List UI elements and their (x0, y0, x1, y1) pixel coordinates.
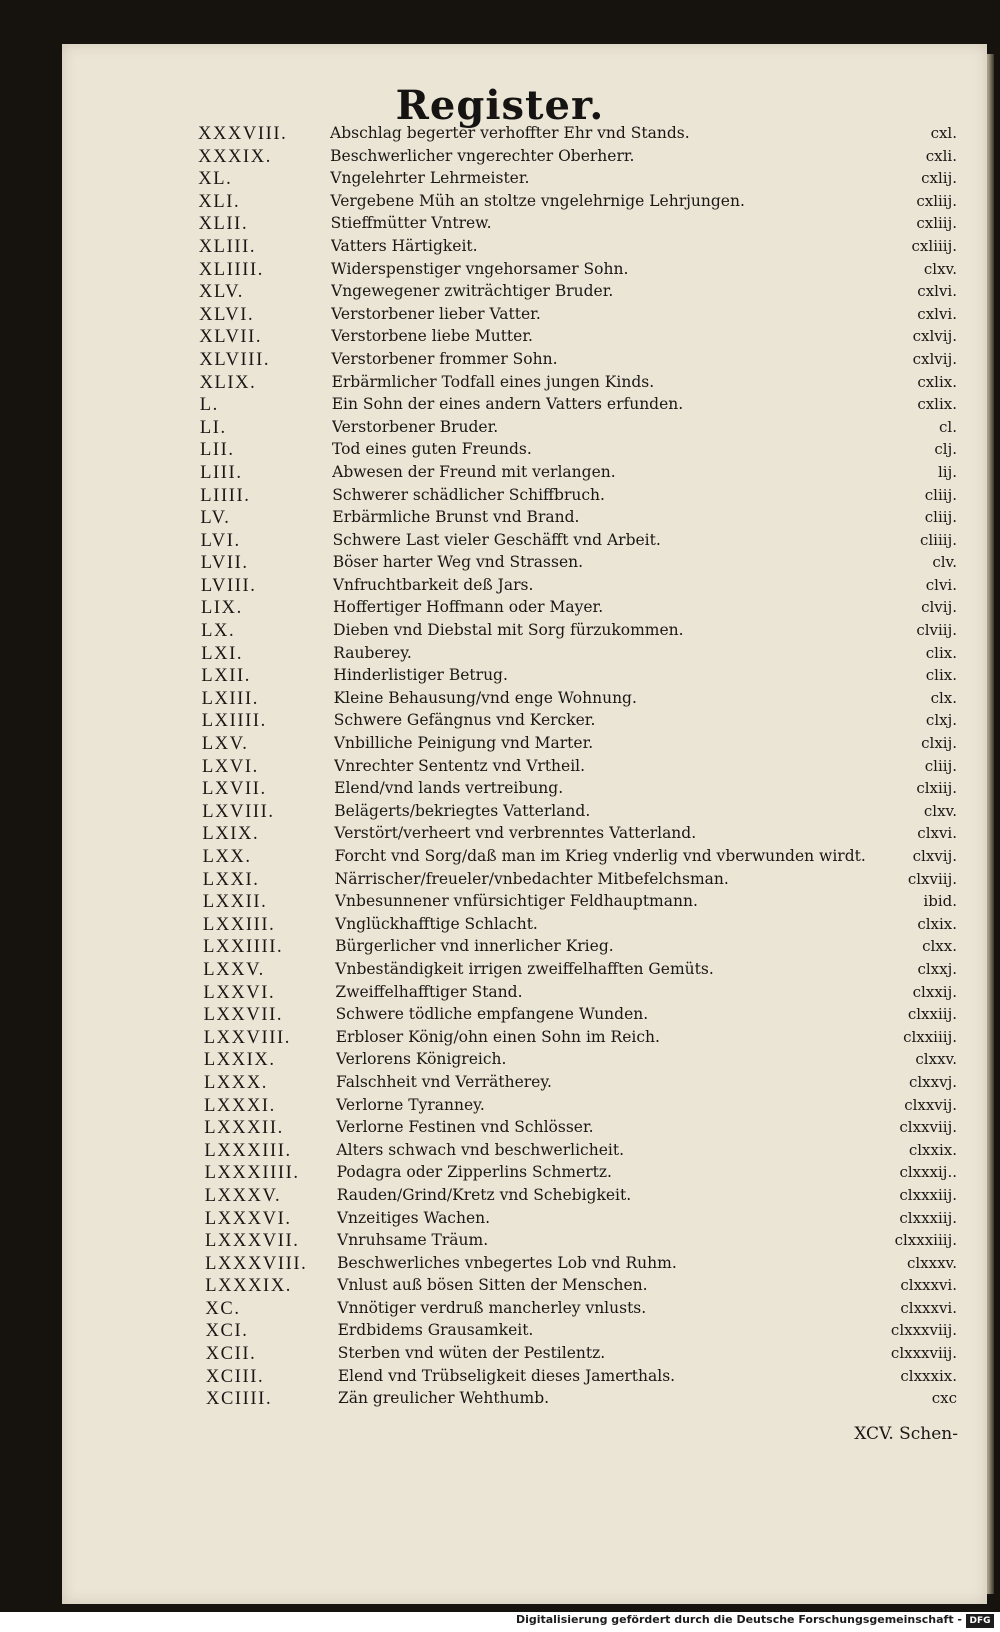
entry-title: Tod eines guten Freunds. (332, 440, 532, 459)
entry-number: LXV. (201, 734, 249, 755)
entry-page-ref: clxxiij. (907, 1005, 957, 1024)
entry-number: LXI. (201, 643, 244, 664)
entry-title: Böser harter Weg vnd Strassen. (332, 553, 584, 572)
entry-title: Rauberey. (333, 643, 412, 662)
entry-page-ref: clxxiiij. (903, 1027, 957, 1046)
entry-title: Vnrechter Sententz vnd Vrtheil. (334, 756, 586, 775)
footer-credit: Digitalisierung gefördert durch die Deutsche Forschungsgemeinschaft - (515, 1613, 962, 1626)
entry-number: LIX. (201, 598, 243, 619)
entry-title: Podagra oder Zipperlins Schmertz. (336, 1163, 612, 1182)
register-entry (0, 983, 1000, 1006)
entry-page-ref: clxxxviij. (890, 1321, 957, 1340)
entry-title: Schwere Last vieler Geschäfft vnd Arbeit. (332, 530, 661, 549)
entry-page-ref: clxxvij. (904, 1095, 957, 1114)
entry-title: Abwesen der Freund mit verlangen. (332, 462, 616, 481)
entry-page-ref: clviij. (916, 621, 957, 640)
register-entry (0, 260, 1000, 283)
register-entry (0, 1344, 1000, 1367)
entry-number: LXXIIII. (203, 937, 284, 958)
register-entry (0, 802, 1000, 825)
register-entry (0, 350, 1000, 373)
entry-number: L. (199, 395, 219, 416)
entry-page-ref: cxli. (925, 146, 957, 165)
register-entry (0, 1321, 1000, 1344)
register-list (0, 124, 1000, 1412)
entry-page-ref: clxxv. (915, 1050, 957, 1069)
register-entry (0, 621, 1000, 644)
entry-number: LXII. (201, 666, 252, 687)
entry-page-ref: clxxxiij. (899, 1185, 957, 1204)
entry-title: Belägerts/bekriegtes Vatterland. (334, 801, 591, 820)
register-entry (0, 1209, 1000, 1232)
register-entry (0, 169, 1000, 192)
entry-title: Verlorens Königreich. (335, 1050, 507, 1069)
register-entry (0, 237, 1000, 260)
entry-title: Alters schwach vnd beschwerlicheit. (336, 1140, 624, 1159)
register-entry (0, 734, 1000, 757)
entry-title: Elend/vnd lands vertreibung. (334, 779, 564, 798)
entry-title: Bürgerlicher vnd innerlicher Krieg. (335, 937, 614, 956)
entry-page-ref: clix. (925, 666, 957, 685)
entry-page-ref: cxlij. (921, 169, 957, 188)
entry-title: Verstorbener Bruder. (331, 417, 499, 436)
entry-title: Stieffmütter Vntrew. (330, 214, 492, 233)
entry-number: LXX. (202, 847, 252, 867)
register-entry (0, 915, 1000, 938)
entry-number: LXXIII. (203, 914, 276, 935)
entry-page-ref: clxxix. (908, 1140, 957, 1159)
register-entry (0, 937, 1000, 960)
entry-number: LXXXVI. (204, 1208, 292, 1229)
entry-page-ref: clxij. (921, 734, 957, 753)
entry-title: Falschheit vnd Verrätherey. (336, 1072, 552, 1091)
entry-number: LXXIX. (203, 1050, 276, 1071)
register-entry (0, 1050, 1000, 1073)
entry-number: LXVIII. (202, 801, 275, 822)
entry-number: LV. (200, 508, 231, 529)
entry-page-ref: cxliij. (916, 214, 957, 233)
entry-title: Elend vnd Trübseligkeit dieses Jamerthals. (337, 1366, 676, 1385)
catchword: XCV. Schen- (854, 1424, 958, 1444)
entry-title: Vngewegener zwiträchtiger Bruder. (331, 282, 614, 301)
entry-title: Verstorbener frommer Sohn. (331, 349, 558, 368)
entry-title: Verstorbener lieber Vatter. (331, 304, 541, 323)
entry-title: Beschwerlicher vngerechter Oberherr. (330, 146, 635, 165)
entry-number: XC. (205, 1298, 241, 1319)
register-entry (0, 440, 1000, 463)
entry-title: Verstört/verheert vnd verbrenntes Vatterland. (334, 824, 697, 843)
entry-title: Rauden/Grind/Kretz vnd Schebigkeit. (336, 1185, 632, 1204)
entry-number: LVII. (200, 553, 249, 574)
register-entry (0, 1005, 1000, 1028)
entry-title: Verstorbene liebe Mutter. (331, 327, 533, 346)
register-entry (0, 1163, 1000, 1186)
entry-title: Schwerer schädlicher Schiffbruch. (332, 485, 605, 504)
entry-number: XLVIII. (199, 349, 271, 370)
entry-number: XLVII. (199, 327, 263, 348)
entry-title: Abschlag begerter verhoffter Ehr vnd Stands. (330, 124, 690, 142)
entry-number: LXXXII. (204, 1118, 284, 1139)
entry-title: Vngelehrter Lehrmeister. (330, 169, 530, 188)
entry-title: Ein Sohn der eines andern Vatters erfunden. (331, 395, 684, 414)
entry-number: LX. (201, 621, 236, 642)
register-entry (0, 1367, 1000, 1390)
dfg-logo: DFG (966, 1614, 994, 1628)
entry-title: Erdbidems Grausamkeit. (337, 1321, 534, 1340)
entry-title: Hoffertiger Hoffmann oder Mayer. (333, 598, 604, 617)
register-entry (0, 576, 1000, 599)
entry-title: Vnzeitiges Wachen. (336, 1208, 491, 1227)
entry-number: LVIII. (200, 575, 257, 596)
entry-page-ref: clvi. (925, 575, 957, 594)
entry-page-ref: clxxxvi. (900, 1276, 957, 1295)
register-entry (0, 644, 1000, 667)
entry-title: Verlorne Tyranney. (336, 1095, 485, 1114)
entry-title: Erbloser König/ohn einen Sohn im Reich. (335, 1027, 660, 1046)
entry-page-ref: clxxij. (912, 982, 957, 1001)
entry-number: LXXXVIII. (205, 1253, 308, 1274)
register-entry (0, 508, 1000, 531)
entry-title: Vergebene Müh an stoltze vngelehrnige Lehrjungen. (330, 191, 745, 210)
register-entry (0, 1118, 1000, 1141)
entry-number: LXXVIII. (203, 1027, 291, 1048)
entry-title: Hinderlistiger Betrug. (333, 666, 508, 685)
register-entry (0, 779, 1000, 802)
register-entry (0, 1389, 1000, 1412)
register-entry (0, 1028, 1000, 1051)
entry-page-ref: clxxxiij. (899, 1208, 957, 1227)
entry-title: Erbärmliche Brunst vnd Brand. (332, 508, 580, 527)
entry-page-ref: cliij. (924, 485, 957, 504)
entry-number: XLV. (199, 282, 244, 303)
entry-title: Verlorne Festinen vnd Schlösser. (336, 1118, 594, 1137)
entry-number: XCI. (205, 1321, 249, 1342)
entry-page-ref: clx. (930, 688, 957, 707)
entry-title: Vnnötiger verdruß mancherley vnlusts. (337, 1298, 647, 1317)
register-entry (0, 1073, 1000, 1096)
entry-number: XCII. (205, 1344, 257, 1365)
entry-page-ref: clxxvj. (908, 1072, 957, 1091)
register-entry (0, 395, 1000, 418)
register-entry (0, 1231, 1000, 1254)
entry-title: Dieben vnd Diebstal mit Sorg fürzukommen. (333, 621, 684, 640)
entry-page-ref: cxl. (930, 124, 957, 142)
entry-number: LXIII. (201, 688, 259, 709)
entry-page-ref: cxlvi. (917, 304, 957, 323)
register-entry (0, 214, 1000, 237)
entry-number: XLIX. (199, 372, 257, 393)
entry-number: XLI. (198, 191, 241, 212)
entry-page-ref: clxxxv. (906, 1253, 957, 1272)
entry-page-ref: cliiij. (919, 530, 957, 549)
entry-title: Vnbilliche Peinigung vnd Marter. (333, 734, 594, 753)
page-title: Register. (395, 82, 605, 129)
entry-title: Vnbesunnener vnfürsichtiger Feldhauptmann. (334, 892, 698, 911)
entry-page-ref: lij. (937, 462, 957, 481)
register-entry (0, 373, 1000, 396)
entry-number: XXXVIII. (198, 124, 288, 144)
register-entry (0, 689, 1000, 712)
entry-page-ref: clxviij. (907, 869, 957, 888)
register-entry (0, 666, 1000, 689)
entry-page-ref: cxliij. (916, 191, 957, 210)
entry-page-ref: clxxxviij. (890, 1344, 957, 1363)
entry-number: LIII. (200, 462, 243, 483)
entry-title: Schwere Gefängnus vnd Kercker. (333, 711, 596, 730)
entry-page-ref: clxv. (923, 259, 957, 278)
entry-number: LXXXV. (204, 1185, 282, 1206)
entry-number: LIIII. (200, 485, 251, 506)
entry-page-ref: clxj. (925, 711, 957, 730)
entry-title: Erbärmlicher Todfall eines jungen Kinds. (331, 372, 655, 391)
entry-page-ref: cxliiij. (911, 236, 957, 255)
digitization-footer (0, 1612, 1000, 1632)
entry-title: Sterben vnd wüten der Pestilentz. (337, 1344, 606, 1363)
register-entry (0, 824, 1000, 847)
entry-page-ref: cxc (931, 1389, 957, 1408)
entry-number: XLVI. (199, 304, 255, 325)
register-entry (0, 892, 1000, 915)
entry-title: Widerspenstiger vngehorsamer Sohn. (330, 259, 629, 278)
entry-page-ref: clv. (932, 553, 957, 572)
register-entry (0, 531, 1000, 554)
register-entry (0, 282, 1000, 305)
entry-title: Beschwerliches vnbegertes Lob vnd Ruhm. (337, 1253, 677, 1272)
entry-page-ref: clxxxvi. (900, 1298, 957, 1317)
entry-page-ref: clj. (934, 440, 957, 459)
entry-page-ref: cxlvi. (917, 282, 957, 301)
register-entry (0, 1276, 1000, 1299)
entry-number: LXXXIII. (204, 1140, 292, 1161)
register-entry (0, 192, 1000, 215)
entry-title: Kleine Behausung/vnd enge Wohnung. (333, 688, 637, 707)
entry-number: LXXX. (204, 1072, 269, 1093)
register-entry (0, 870, 1000, 893)
entry-page-ref: clxxj. (917, 959, 957, 978)
entry-title: Forcht vnd Sorg/daß man im Krieg vnderlig vnd vberwunden wirdt. (334, 847, 866, 865)
entry-title: Zweiffelhafftiger Stand. (335, 982, 523, 1001)
entry-number: LI. (199, 417, 227, 438)
entry-page-ref: cxlix. (917, 372, 957, 391)
register-entry (0, 847, 1000, 870)
register-entry (0, 327, 1000, 350)
register-entry (0, 486, 1000, 509)
entry-page-ref: ibid. (923, 892, 957, 911)
register-entry (0, 124, 1000, 147)
entry-number: LVI. (200, 530, 241, 551)
entry-title: Vnfruchtbarkeit deß Jars. (332, 575, 534, 594)
entry-title: Vnglückhafftige Schlacht. (335, 914, 538, 933)
register-entry (0, 305, 1000, 328)
entry-page-ref: clxv. (923, 801, 957, 820)
entry-title: Vatters Härtigkeit. (330, 236, 478, 255)
entry-page-ref: clxiij. (916, 779, 957, 798)
entry-page-ref: clix. (925, 643, 957, 662)
entry-page-ref: clxx. (922, 937, 957, 956)
register-entry (0, 960, 1000, 983)
entry-number: XCIII. (205, 1366, 265, 1387)
entry-number: XLII. (198, 214, 249, 235)
entry-number: LXVI. (202, 756, 259, 777)
entry-page-ref: clxxviij. (899, 1118, 957, 1137)
entry-number: LXXVI. (203, 982, 276, 1003)
entry-number: XLIII. (198, 236, 257, 257)
entry-page-ref: clxxxiiij. (894, 1231, 957, 1250)
register-entry (0, 1141, 1000, 1164)
entry-number: XCIIII. (206, 1389, 273, 1410)
entry-number: XXXIX. (198, 146, 272, 167)
entry-title: Zän greulicher Wehthumb. (338, 1389, 550, 1408)
entry-page-ref: cliij. (924, 508, 957, 527)
register-entry (0, 598, 1000, 621)
register-entry (0, 757, 1000, 780)
register-entry (0, 418, 1000, 441)
entry-page-ref: cxlix. (917, 395, 957, 414)
entry-title: Vnruhsame Träum. (337, 1231, 489, 1250)
entry-page-ref: clvij. (921, 598, 957, 617)
entry-page-ref: cliij. (924, 756, 957, 775)
entry-number: LXXI. (202, 869, 260, 890)
entry-title: Närrischer/freueler/vnbedachter Mitbefelchsman. (334, 869, 729, 888)
register-entry (0, 463, 1000, 486)
register-entry (0, 1299, 1000, 1322)
entry-title: Schwere tödliche empfangene Wunden. (335, 1005, 649, 1024)
entry-number: LXXXVII. (205, 1231, 300, 1252)
entry-number: LXIIII. (201, 711, 267, 732)
entry-number: LII. (200, 440, 235, 461)
entry-page-ref: cxlvij. (912, 349, 957, 368)
entry-number: LXXXIIII. (204, 1163, 300, 1184)
register-entry (0, 1186, 1000, 1209)
entry-page-ref: clxix. (917, 914, 957, 933)
entry-page-ref: clxvi. (917, 824, 957, 843)
register-entry (0, 553, 1000, 576)
entry-number: LXXVII. (203, 1005, 284, 1026)
entry-number: LXXII. (202, 892, 268, 913)
entry-number: LXXXIX. (205, 1276, 293, 1297)
entry-page-ref: cl. (939, 417, 957, 436)
register-entry (0, 147, 1000, 170)
entry-number: XL. (198, 169, 233, 190)
entry-title: Vnlust auß bösen Sitten der Menschen. (337, 1276, 648, 1295)
entry-page-ref: clxvij. (912, 847, 957, 865)
entry-number: LXXV. (203, 959, 265, 980)
register-entry (0, 1096, 1000, 1119)
entry-number: LXIX. (202, 824, 260, 845)
entry-number: LXXXI. (204, 1095, 276, 1116)
entry-title: Vnbeständigkeit irrigen zweiffelhafften Gemüts. (335, 959, 714, 978)
entry-page-ref: cxlvij. (912, 327, 957, 346)
entry-number: LXVII. (202, 779, 267, 800)
entry-page-ref: clxxxij.. (899, 1163, 957, 1182)
entry-number: XLIIII. (198, 259, 264, 280)
register-entry (0, 711, 1000, 734)
register-entry (0, 1254, 1000, 1277)
entry-page-ref: clxxxix. (900, 1366, 957, 1385)
